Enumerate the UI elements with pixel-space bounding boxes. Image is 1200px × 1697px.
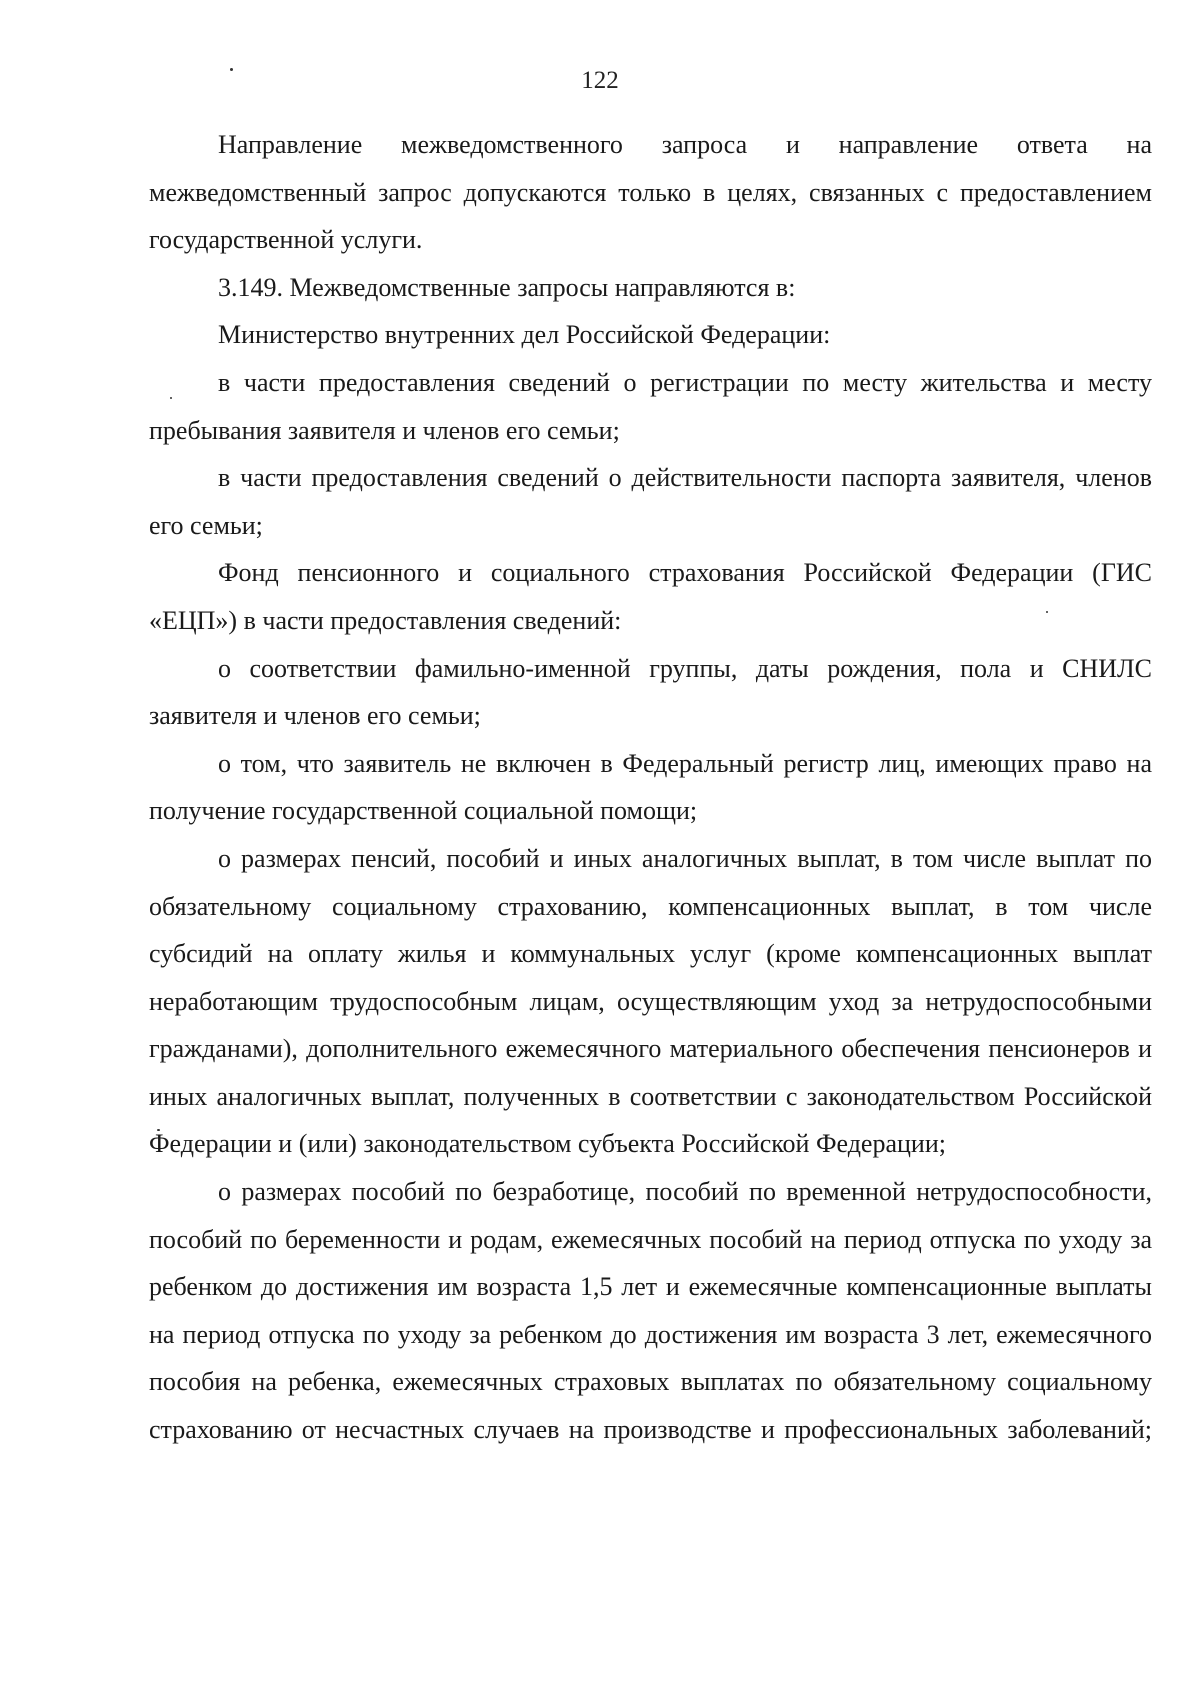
- page-number: 122: [581, 67, 619, 94]
- paragraph-sfr-snils: о соответствии фамильно-именной группы, даты рождения, пола и СНИЛС заявителя и членов его семьи;: [149, 653, 1152, 731]
- paragraph-3-149-heading: 3.149. Межведомственные запросы направляются в:: [218, 272, 796, 302]
- paragraph-sfr-pensions: о размерах пенсий, пособий и иных аналогичных выплат, в том числе выплат по обязательному социальному страхованию, компенсационных выплат, в том числе субсидий на оплату жилья и коммунальных услуг (кроме компенсационных выплат неработающим трудоспособным лицам, осуществляющим уход за нетрудоспособными гражданами), дополнительного ежемесячного материального обеспечения пенсионеров и иных аналогичных выплат, полученных в соответствии с законодательством Российской Федерации и (или) законодательством субъекта Российской Федерации;: [149, 843, 1152, 1159]
- paragraph-mvd-registration: в части предоставления сведений о регистрации по месту жительства и месту пребывания заявителя и членов его семьи;: [149, 367, 1152, 445]
- paragraph-mvd-passport: в части предоставления сведений о действительности паспорта заявителя, членов его семьи;: [149, 463, 1152, 540]
- document-body: [149, 121, 1152, 1454]
- paragraph-sfr: Фонд пенсионного и социального страхования Российской Федерации (ГИС «ЕЦП») в части предоставления сведений:: [149, 558, 1152, 635]
- paragraph-interagency-request-purpose: Направление межведомственного запроса и направление ответа на межведомственный запрос допускаются только в целях, связанных с предоставлением государственной услуги.: [149, 130, 1152, 255]
- paragraph-sfr-benefits: о размерах пособий по безработице, пособий по временной нетрудоспособности, пособий по беременности и родам, ежемесячных пособий на период отпуска по уходу за ребенком до достижения им возраста 1,5 лет и ежемесячные компенсационные выплаты на период отпуска по уходу за ребенком до достижения им возраста 3 лет, ежемесячного пособия на ребенка, ежемесячных страховых выплатах по обязательному социальному страхованию от несчастных случаев на производстве и профессиональных заболеваний;: [149, 1177, 1152, 1445]
- paragraph-mvd: Министерство внутренних дел Российской Федерации:: [218, 320, 831, 350]
- paragraph-sfr-register: о том, что заявитель не включен в Федеральный регистр лиц, имеющих право на получение государственной социальной помощи;: [149, 748, 1152, 826]
